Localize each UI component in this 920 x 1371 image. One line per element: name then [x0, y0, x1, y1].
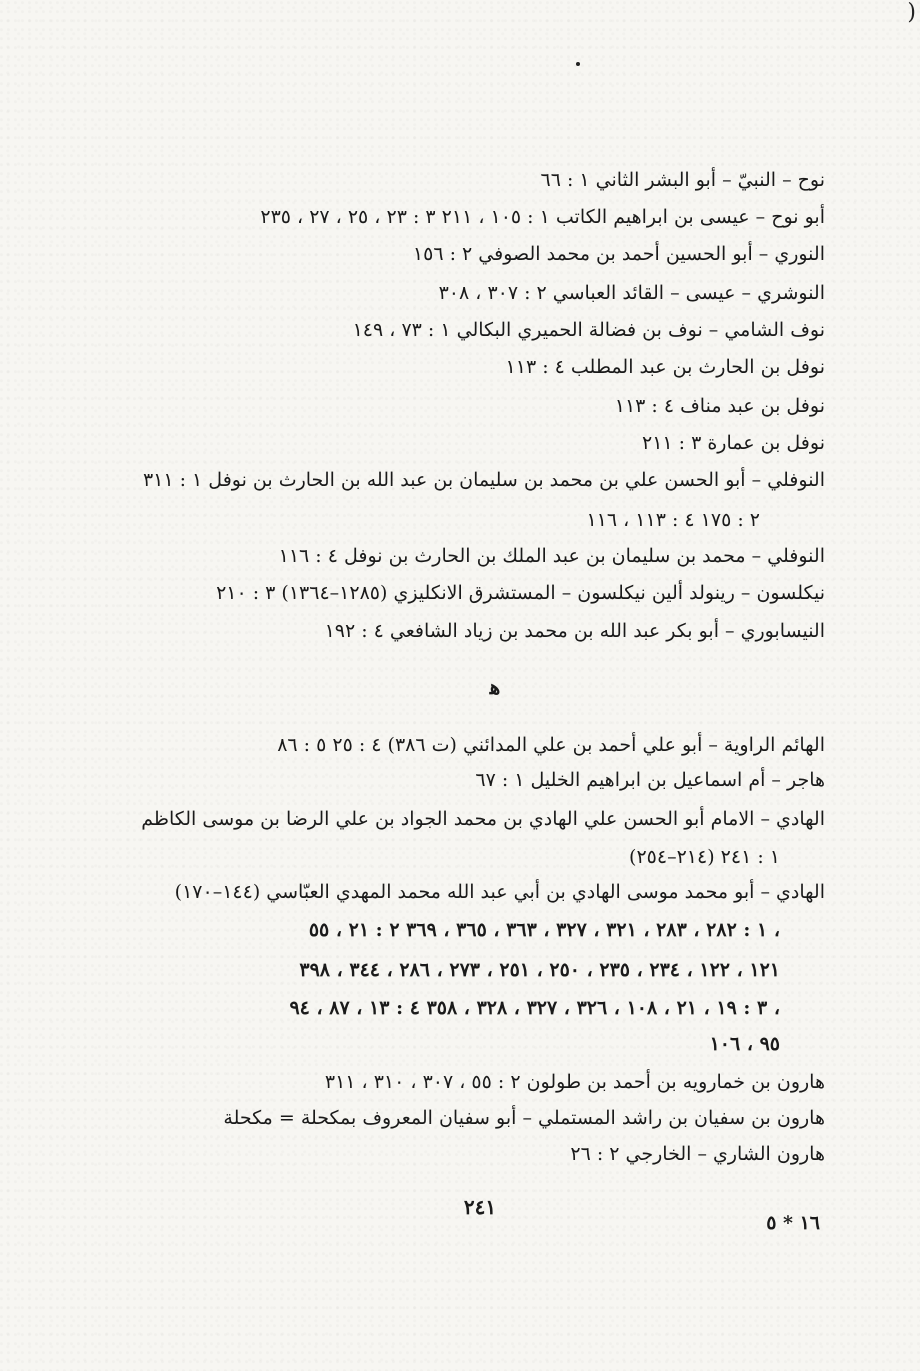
index-entry-al-nawfali-2: النوفلي – محمد بن سليمان بن عبد الملك بن الحارث بن نوفل ٤ : ١١٦: [278, 545, 825, 567]
index-entry-nawf-al-shami: نوف الشامي – نوف بن فضالة الحميري البكالي ١ : ٧٣ ، ١٤٩: [352, 319, 825, 341]
index-entry-al-hadi-imam: الهادي – الامام أبو الحسن علي الهادي بن محمد الجواد بن علي الرضا بن موسى الكاظم: [141, 808, 825, 830]
index-entry-harun-al-shari: هارون الشاري – الخارجي ٢ : ٢٦: [570, 1143, 825, 1165]
index-entry-al-hadi-abbasid-refs-2: ١٢١ ، ١٢٢ ، ٢٣٤ ، ٢٣٥ ، ٢٥٠ ، ٢٥١ ، ٢٧٣ ، ٢٨٦ ، ٣٤٤ ، ٣٩٨: [299, 959, 780, 981]
index-entry-al-hadi-abbasid-refs-1: ١ : ٢٨٢ ، ٢٨٣ ، ٣٢١ ، ٣٢٧ ، ٣٦٣ ، ٣٦٥ ، ٣٦٩ ٢ : ٢١ ، ٥٥ ،: [308, 919, 780, 941]
index-entry-nicholson: نيكلسون – رينولد ألين نيكلسون – المستشرق الانكليزي (١٢٨٥–١٣٦٤) ٣ : ٢١٠: [216, 582, 825, 604]
index-entry-nawfal-al-harith: نوفل بن الحارث بن عبد المطلب ٤ : ١١٣: [505, 356, 825, 378]
index-entry-al-nawfali-1-cont: ٢ : ١٧٥ ٤ : ١١٣ ، ١١٦: [586, 509, 760, 531]
index-entry-al-hadi-imam-cont: (٢١٤–٢٥٤) ١ : ٢٤١: [629, 846, 780, 868]
corner-mark: ): [907, 0, 916, 25]
index-entry-harun-khumarawayh: هارون بن خمارويه بن أحمد بن طولون ٢ : ٥٥ ، ٣٠٧ ، ٣١٠ ، ٣١١: [324, 1071, 825, 1093]
index-entry-abu-nuh: أبو نوح – عيسى بن ابراهيم الكاتب ١ : ١٠٥ ، ٢١١ ٣ : ٢٣ ، ٢٥ ، ٢٧ ، ٢٣٥: [260, 206, 825, 228]
index-entry-al-nawfali-1: النوفلي – أبو الحسن علي بن محمد بن سليمان بن عبد الله بن الحارث بن نوفل ١ : ٣١١: [142, 469, 825, 491]
index-entry-al-nushari: النوشري – عيسى – القائد العباسي ٢ : ٣٠٧ ، ٣٠٨: [438, 282, 825, 304]
section-letter: ﻫ: [489, 675, 501, 699]
index-entry-al-naysaburi: النيسابوري – أبو بكر عبد الله بن محمد بن زياد الشافعي ٤ : ١٩٢: [324, 620, 825, 642]
index-entry-nawfal-umara: نوفل بن عمارة ٣ : ٢١١: [641, 432, 825, 454]
index-entry-nawfal-abd-manaf: نوفل بن عبد مناف ٤ : ١١٣: [614, 395, 825, 417]
printer-signature: ١٦ * ٥: [766, 1212, 820, 1234]
top-dot: [576, 62, 580, 66]
index-entry-al-nuri: النوري – أبو الحسين أحمد بن محمد الصوفي ٢ : ١٥٦: [412, 243, 825, 265]
page-number: ٢٤١: [463, 1195, 497, 1219]
index-entry-harun-sufyan: هارون بن سفيان بن راشد المستملي – أبو سفيان المعروف بمكحلة = مكحلة: [223, 1107, 825, 1129]
index-entry-hajar: هاجر – أم اسماعيل بن ابراهيم الخليل ١ : ٦٧: [475, 769, 825, 791]
index-entry-nuh: نوح – النبيّ – أبو البشر الثاني ١ : ٦٦: [540, 169, 825, 191]
index-entry-al-hadi-abbasid-refs-3: ٣ : ١٩ ، ٢١ ، ١٠٨ ، ٣٢٦ ، ٣٢٧ ، ٣٢٨ ، ٣٥٨ ٤ : ١٣ ، ٨٧ ، ٩٤ ،: [289, 997, 780, 1019]
index-entry-al-haim: الهائم الراوية – أبو علي أحمد بن علي المدائني (ت ٣٨٦) ٤ : ٢٥ ٥ : ٨٦: [277, 734, 825, 756]
index-entry-al-hadi-abbasid-refs-4: ٩٥ ، ١٠٦: [709, 1033, 780, 1055]
index-entry-al-hadi-abbasid: الهادي – أبو محمد موسى الهادي بن أبي عبد الله محمد المهدي العبّاسي (١٤٤–١٧٠): [174, 881, 825, 903]
